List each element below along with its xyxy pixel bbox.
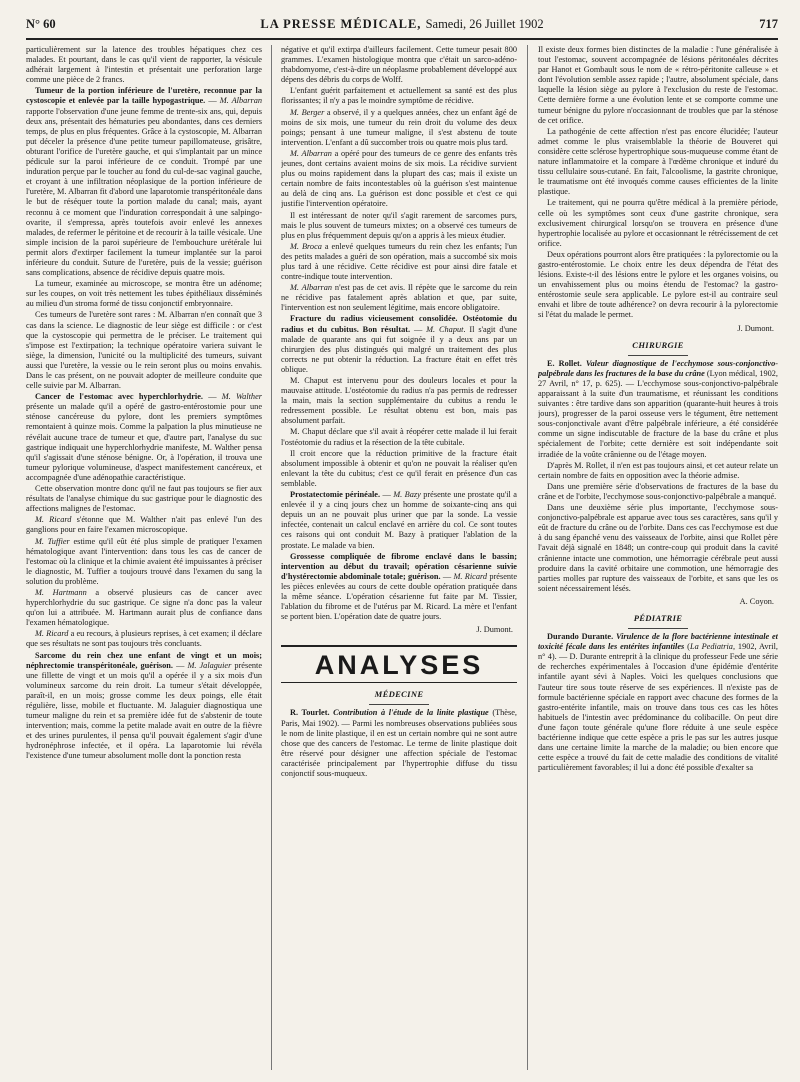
review-title: Virulence de la flore bactérienne intestinale et toxicité fécale dans les entérites infantiles bbox=[538, 632, 778, 652]
column-2 bbox=[281, 45, 517, 1073]
paragraph: Cette observation montre donc qu'il ne faut pas toujours se fier aux résultats de l'analyse chimique du suc gastrique pour le diagnostic des affections malignes de l'estomac. bbox=[26, 484, 262, 514]
signature: A. Coyon. bbox=[739, 596, 774, 606]
article-text: présente une prostate qu'il a enlevée il y a cinq jours chez un homme de soixante-cinq ans qui depuis un an ne pouvait plus uriner que par la sonde. La vessie infectée, contenait un calcul enclavé en arrière du col. Ce sont toutes ces raisons qui ont conduit M. Bazy à pratiquer l'ablation de la prostate. Le malade va bien. bbox=[281, 490, 517, 550]
author-name: M. Albarran bbox=[219, 96, 262, 106]
signature: J. Dumont. bbox=[737, 323, 774, 333]
article-heading: Cancer de l'estomac avec hyperchlorhydrie. bbox=[35, 392, 203, 402]
paragraph: Dans une deuxième série plus importante, l'ecchymose sous-conjonctivo-palpébrale est apparue avec tous ses caractères, sans qu'il y eût de fracture du crâne ou de l'orbite. Dans ces cas l'ecchymose est due à du sang épanché venu des vaisseaux de l'orbite, ainsi que Rollet père l'avait déjà signalé en 1848; un contre-coup qui produit dans la cavité crânienne intacte une commotion, une hémorragie cérébrale peut aussi produire dans la cavité orbitaire une commotion, une hémorragie des parties molles par rupture des vaisseaux de l'orbite, et sans que les os soient nécessairement lésés. bbox=[538, 503, 778, 593]
paragraph bbox=[26, 588, 262, 628]
article-text: présente une fillette de vingt et un mois qu'il a opérée il y a six mois d'un volumineux sarcome du rein droit. La tumeur s'était développée, paraît-il, en un mois; grosse comme les deux poings, elle était régulière, lisse, mobile et fluctuante. M. Jalaguier diagnostiqua une tumeur maligne du rein et sa première idée fut de s'abstenir de toute intervention; mais, comme la petite malade avait en outre de la fièvre et des urines purulentes, il pensa qu'il pouvait également s'agir d'une hydronéphrose infectée, et il opéra. La laparotomie lui révéla l'existence d'une tumeur absolument molle dont la ponction resta bbox=[26, 660, 262, 761]
paragraph: D'après M. Rollet, il n'en est pas toujours ainsi, et cet auteur relate un certain nombre de faits en opposition avec la théorie admise. bbox=[538, 460, 778, 480]
article-kidney-sarcoma: Sarcome du rein chez une enfant de vingt et un mois; néphrectomie transpéritonéale, guérison. — M. Jalaguier présente une fillette de vingt et un mois qu'il a opérée il y a six mois d'un volumineux sarcome du rein droit. La tumeur s'était développée, paraît-il, en un mois; grosse comme les deux poings, elle était régulière, lisse, mobile et fluctuante. M. Jalaguier diagnostiqua une tumeur maligne du rein et sa première idée fut de s'abstenir de toute intervention; mais, comme la petite malade avait en outre de la fièvre et des urines purulentes, il pensa qu'il pouvait également s'agir d'une hydronéphrose infectée, et il opéra. La laparotomie lui révéla l'existence d'une tumeur absolument molle dont la ponction resta bbox=[26, 650, 262, 761]
article-prostatectomy: Prostatectomie périnéale. — M. Bazy présente une prostate qu'il a enlevée il y a cinq jours chez un homme de soixante-cinq ans qui depuis un an ne pouvait plus uriner que par la sonde. La vessie infectée, contenait un calcul enclavé en arrière du col. Ce sont toutes ces raisons qui ont conduit M. Bazy à pratiquer l'ablation de la prostate. Le malade va bien. bbox=[281, 490, 517, 550]
article-heading: Prostatectomie périnéale. bbox=[290, 490, 381, 500]
author-name: M. Chaput bbox=[426, 324, 464, 334]
paragraph: La tumeur, examinée au microscope, se montra être un adénome; sur les coupes, on voit très nettement les tubes épithéliaux disséminés au milieu d'un stroma formé de tissu conjonctif embryonnaire. bbox=[26, 279, 262, 309]
author-name: M. Broca bbox=[290, 241, 322, 251]
column-1 bbox=[26, 45, 262, 1073]
header-rule bbox=[26, 38, 778, 40]
paragraph bbox=[26, 537, 262, 587]
section-title-analyses: ANALYSES bbox=[314, 650, 484, 681]
paragraph bbox=[26, 629, 262, 649]
author-name: M. Berger bbox=[290, 107, 325, 117]
author-name: M. Ricard bbox=[35, 629, 69, 639]
paragraph-text: n'est pas de cet avis. Il répète que le sarcome du rein ne récidive pas fatalement après ablation et que, par suite, l'intervention est non seulement légitime, mais encore obligatoire. bbox=[281, 283, 517, 313]
author-name: M. Jalaguier bbox=[187, 660, 232, 670]
review-author: E. Rollet. bbox=[547, 358, 582, 368]
divider bbox=[628, 355, 688, 356]
paragraph: négative et qu'il extirpa d'ailleurs facilement. Cette tumeur pesait 800 grammes. L'examen histologique montra que c'était un sarco-adéno-rhabdomyome, c'est-à-dire un néoplasme probablement développé aux dépens des débris du corps de Wolff. bbox=[281, 45, 517, 85]
review-title: Contribution à l'étude de la linite plastique bbox=[333, 708, 489, 718]
paragraph: M. Chaput est intervenu pour des douleurs locales et pour la mauvaise attitude. L'ostéotomie du radius n'a pas permis de redresser la main, mais la section supplémentaire du cubitus a rendu le redressement possible. Le résultat obtenu est bon, mais pas absolument parfait. bbox=[281, 376, 517, 426]
paragraph-text: a observé plusieurs cas de cancer avec hyperchlorhydrie du suc gastrique. Ce signe n'a donc pas la valeur qu'on lui a attribuée. M. Hartmann aurait plus de confiance dans l'examen hématologique. bbox=[26, 587, 262, 628]
author-name: M. Bazy bbox=[393, 490, 421, 500]
paragraph: particulièrement sur la latence des troubles hépatiques chez ces malades. Et pourtant, dans le cas qu'il vient de rapporter, la vésicule adhérait largement à l'intestin et présentait une perforation large comme une pièce de 2 francs. bbox=[26, 45, 262, 85]
article-text: présente un malade qu'il a opéré de gastro-entérostomie pour une sténose cancéreuse du pylore, dont les premiers symptômes remontaient à quinze mois. Comme la palpation la plus minutieuse ne révélait aucune trace de tumeur et que, d'autre part, l'analyse du suc gastrique indiquait une hyperchlorhydrie manifeste, M. Walther pensa qu'il s'agissait d'une sténose bénigne. Or, à l'opération, il trouva une tumeur pylorique volumineuse, d'aspect manifestement cancéreux, et accompagnée d'une adénopathie caractéristique. bbox=[26, 402, 262, 482]
paragraph: Deux opérations pourront alors être pratiquées : la pylorectomie ou la gastro-entérostomie. Le choix entre les deux dépendra de l'état des lésions. Existe-t-il des lésions entre le pylore et les organes voisins, ou un envahissement plus ou moins étendu de l'estomac? la gastro-entérostomie seule sera applicable. Le pylore est-il au contraire seul envahi et libre de toute adhérence? on devra recourir à la pylorectomie si l'état du malade le permet. bbox=[538, 249, 778, 320]
article-pregnancy-fibroma: Grossesse compliquée de fibrome enclavé dans le bassin; intervention au début du travail; opération césarienne suivie d'hystérectomie abdominale totale; guérison. — M. Ricard présente les pièces enlevées au cours de cette double opération pratiquée dans la même séance. L'opération césarienne fut faite par M. Tissier, l'ablation du fibrome et de l'utérus par M. Ricard. La mère et l'enfant se portent bien. L'opération date de quatre jours. bbox=[281, 551, 517, 622]
section-heading-chirurgie: CHIRURGIE bbox=[632, 339, 684, 350]
paragraph bbox=[281, 149, 517, 210]
review-author: Durando Durante. bbox=[547, 632, 614, 642]
section-heading-pediatrie: PÉDIATRIE bbox=[633, 612, 683, 623]
paragraph-text: estime qu'il eût été plus simple de pratiquer l'examen hématologique avant l'intervention: dans tous les cas de cancer de l'estomac où la clinique et la chimie avaient été impuissantes à préciser le diagnostic, M. Tuffier a toujours trouvé dans l'examen du sang la solution du problème. bbox=[26, 536, 262, 586]
page-number: 717 bbox=[759, 17, 778, 31]
journal-title: LA PRESSE MÉDICALE, bbox=[260, 17, 422, 31]
author-name: M. Ricard bbox=[453, 571, 488, 581]
issue-number: N° 60 bbox=[26, 17, 56, 31]
paragraph-text: a eu recours, à plusieurs reprises, à cet examen; il déclare que ses résultats ne sont pas toujours très concluants. bbox=[26, 629, 262, 649]
author-name: M. Walther bbox=[221, 392, 262, 402]
review-title: Valeur diagnostique de l'ecchymose sous-conjonctivo-palpébrale dans les fractures de la base du crâne bbox=[538, 358, 778, 378]
article-text: . Il s'agit d'une malade de quarante ans qui fut soignée il y a deux ans par un chirurgien des plus distingués qui malgré un traitement des plus corrects ne put obtenir la réduction. La fracture était en effet très oblique. bbox=[281, 324, 517, 374]
review-enterites bbox=[538, 632, 778, 773]
article-text: rapporte l'observation d'une jeune femme de trente-six ans, qui, depuis deux ans, présentait des hématuries peu abondantes, dans ces derniers temps, de plus en plus fréquentes. Grâce à la cystoscopie, M. Albarran put déceler la présence d'une petite tumeur papillomateuse, grisâtre, obturant l'orifice de l'uretère gauche, et qui s'implantait par un mince pédicule sur la paroi inférieure de ce conduit. Trompé par une induration perçue par le toucher au fond du cul-de-sac vaginal gauche, et croyant à une infiltration néoplasique de la portion inférieure de l'uretère, M. Albarran fit d'abord une laparotomie transpéritonéale dans le but de réséquer toute la portion malade du canal; mais, ayant reconnu à ce moment que l'induration correspondait à une salpingo-ovarite, il s'empressa, après toutefois avoir enlevé les annexes malades, de refermer le péritoine et de recourir à la taille vésicale. Une simple incision de la paroi supérieure de l'embouchure urétérale lui permit alors d'extirper facilement la tumeur implantée sur la paroi inférieure du conduit. Suture de l'uretère, puis de la vessie; guérison sans complications, absence de récidive depuis quatre mois. bbox=[26, 106, 262, 278]
paragraph bbox=[281, 283, 517, 313]
article-heading: Tumeur de la portion inférieure de l'uretère, reconnue par la cystoscopie et enlevée par la taille hypogastrique. bbox=[26, 86, 262, 106]
review-linite-plastique bbox=[281, 708, 517, 779]
journal-title-line bbox=[26, 17, 778, 32]
article-stomach-cancer: Cancer de l'estomac avec hyperchlorhydrie. — M. Walther présente un malade qu'il a opéré de gastro-entérostomie pour une sténose cancéreuse du pylore, dont les premiers symptômes remontaient à quinze mois. Comme la palpation la plus minutieuse ne révélait aucune trace de tumeur et que, d'autre part, l'analyse du suc gastrique indiquait une hyperchlorhydrie manifeste, M. Walther pensa qu'il s'agissait d'une sténose bénigne. Or, à l'opération, il trouva une tumeur pylorique volumineuse, d'aspect manifestement cancéreux, et accompagnée d'une adénopathie caractéristique. bbox=[26, 392, 262, 482]
paragraph: Il est intéressant de noter qu'il s'agit rarement de sarcomes purs, mais le plus souvent de tumeurs mixtes; on a observé ces tumeurs de plus en plus fréquemment depuis qu'on a appris à les mieux étudier. bbox=[281, 210, 517, 240]
review-text: , 1902, Avril, n° 4). — D. Durante entreprit à la clinique du professeur Fede une série de recherches expérimentales à l'occasion d'une épidémie d'entérite infantile ayant sévi à Naples. Voici les quelques conclusions que l'auteur tire sous toute réserve de ses expériences. Il n'existe pas de formule bactérienne spéciale en rapport avec chacune des formes de la gastro-entérite infantile, mais on trouve dans tous ces cas les hôtes habituels de l'intestin avec prédominance du colibacille. On peut dire d'une façon toute générale qu'une flore réduite à une seule espèce bactérienne indique que cette espèce a pris le pas sur les autres jusque dans une certaine limite la marche de la maladie; ou bien encore que cette espèce a trouvé du fait de cette maladie des conditions de vitalité particulièrement favorables; il lui a donc été possible d'exalter sa bbox=[538, 642, 778, 773]
paragraph bbox=[281, 108, 517, 148]
paragraph: Il croit encore que la réduction primitive de la fracture était absolument impossible à obtenir et qu'on ne pouvait la réaliser qu'en enlevant la tête du cubitus; c'est ce qu'il ferait en présence d'un cas semblable. bbox=[281, 448, 517, 488]
review-text: ( bbox=[684, 642, 690, 652]
paragraph bbox=[26, 515, 262, 535]
author-name: M. Albarran bbox=[290, 148, 332, 158]
page-header bbox=[26, 17, 778, 35]
column-3 bbox=[538, 45, 778, 1073]
paragraph bbox=[281, 242, 517, 282]
paragraph: Ces tumeurs de l'uretère sont rares : M. Albarran n'en connaît que 3 cas dans la science. Le diagnostic de leur siège est difficile : or c'est que la cystoscopie qui permettra de le préciser. Le traitement qui s'impose est l'extirpation; la technique opératoire variera suivant le siège, la dimension, l'unicité ou la multiplicité des tumeurs, suivant aussi que l'uretère, la vessie ou le rein seront plus ou moins envahis. Dans le cas présent, on ne pouvait adopter de meilleure conduite que celle suivie par M. Albarran. bbox=[26, 310, 262, 391]
section-heading-medecine: MÉDECINE bbox=[374, 689, 424, 700]
review-text: (Lyon médical, 1902, 27 Avril, n° 17, p. 625). — L'ecchymose sous-conjonctivo-palpébrale apparaissant à la suite d'un traumatisme, et réunissant les conditions suivantes : être tardive dans son apparition (quarante-huit heures à trois jours), progresser de la paroi osseuse vers le tégument, être nettement sous-conjonctivale avant d'être palpébrale inférieure, a été considérée comme un signe indiscutable de fracture de la base du crâne et plus spécialement de l'orbite; cette dernière est soit indépendante soit irradiée de la voûte crânienne ou de l'étage moyen. bbox=[538, 368, 778, 459]
paragraph-text: s'étonne que M. Walther n'ait pas enlevé l'un des ganglions pour en faire l'examen microscopique. bbox=[26, 515, 262, 535]
divider bbox=[369, 704, 429, 705]
article-ureter-tumour: Tumeur de la portion inférieure de l'uretère, reconnue par la cystoscopie et enlevée par la taille hypogastrique. — M. Albarran rapporte l'observation d'une jeune femme de trente-six ans, qui, depuis deux ans, présentait des hématuries peu abondantes, dans ces derniers temps, de plus en plus fréquentes. Grâce à la cystoscopie, M. Albarran put déceler la présence d'une petite tumeur papillomateuse, grisâtre, obturant l'orifice de l'uretère gauche, et qui s'implantait par un mince pédicule sur la paroi inférieure de ce conduit. Trompé par une induration perçue par le toucher au fond du cul-de-sac vaginal gauche, et croyant à une infiltration néoplasique de la portion inférieure de l'uretère, M. Albarran fit d'abord une laparotomie transpéritonéale dans le but de réséquer toute la portion malade du canal; mais, ayant reconnu à ce moment que l'induration correspondait à une salpingo-ovarite, il s'empressa, après toutefois avoir enlevé les annexes malades, de refermer le péritoine et de recourir à la taille vésicale. Une simple incision de la paroi supérieure de l'embouchure urétérale lui permit alors d'extirper facilement la tumeur implantée sur la paroi inférieure du conduit. Suture de l'uretère, puis de la vessie; guérison sans complications, absence de récidive depuis quatre mois. bbox=[26, 86, 262, 278]
journal-name: La Pediatria bbox=[689, 642, 733, 652]
review-ecchymose bbox=[538, 359, 778, 460]
review-author: R. Tourlet. bbox=[290, 708, 330, 718]
paragraph-text: a opéré pour des tumeurs de ce genre des enfants très jeunes, dont certains avaient moins de six mois. La récidive survient plus ou moins rapidement dans la plupart des cas; mais il existe un certain nombre de faits incontestables où la guérison s'est maintenue au delà de cinq ans. La guérison est donc possible et c'est ce qui justifie l'intervention opératoire. bbox=[281, 148, 517, 209]
paragraph: Il existe deux formes bien distinctes de la maladie : l'une généralisée à tout l'estomac, souvent accompagnée de lésions péritonéales décrites par Hanot et Gombault sous le nom de « rétro-péritonite calleuse » et dont l'évolution semble assez rapide ; l'autre, absolument spéciale, dans laquelle la lésion siège au pylore à l'exclusion du reste de l'estomac. Cette dernière forme a une évolution lente et se comporte comme une tumeur bénigne du pylore n'occasionnant de troubles que par la sténose de cet orifice. bbox=[538, 45, 778, 125]
analyses-banner bbox=[281, 645, 517, 683]
author-name: M. Tuffier bbox=[35, 536, 70, 546]
article-heading: Sarcome du rein chez une enfant de vingt et un mois; néphrectomie transpéritonéale, guérison. bbox=[26, 650, 262, 670]
article-radius-fracture: Fracture du radius vicieusement consolidée. Ostéotomie du radius et du cubitus. Bon résultat. — M. Chaput. Il s'agit d'une malade de quarante ans qui fut soignée il y a deux ans par un chirurgien des plus distingués qui malgré un traitement des plus corrects ne put obtenir la réduction. La fracture était en effet très oblique. bbox=[281, 314, 517, 374]
article-text: présente les pièces enlevées au cours de cette double opération pratiquée dans la même séance. L'opération césarienne fut faite par M. Tissier, l'ablation du fibrome et de l'utérus par M. Ricard. La mère et l'enfant se portent bien. L'opération date de quatre jours. bbox=[281, 571, 517, 622]
paragraph-text: a enlevé quelques tumeurs du rein chez les enfants; l'un des petits malades a guéri de son opération, mais a succombé six mois plus tard à une récidive. Cette récidive est pour ainsi dire fatale et contre-indique toute intervention. bbox=[281, 241, 517, 282]
paragraph: La pathogénie de cette affection n'est pas encore élucidée; l'auteur admet comme le plus vraisemblable la théorie de Bouveret qui considère cette sclérose hypertrophique sous-muqueuse comme étant de nature inflammatoire et la compare à l'œdème chronique et induré du tissu cellulaire sous-cutané. En fait, l'alcoolisme, la gastrite chronique, le traumatisme ont été invoqués comme causes efficientes de la linite plastique. bbox=[538, 126, 778, 197]
article-heading: Fracture du radius vicieusement consolidée. Ostéotomie du radius et du cubitus. Bon résultat. bbox=[281, 314, 517, 334]
author-name: M. Hartmann bbox=[35, 587, 87, 597]
author-name: M. Albarran bbox=[290, 283, 333, 293]
column-divider-1 bbox=[271, 45, 272, 1070]
paragraph-text: a observé, il y a quelques années, chez un enfant âgé de moins de six mois, une tumeur du rein droit du volume des deux poings; pensant à une tumeur maligne, il s'est abstenu de toute intervention. L'enfant a dû succomber trois ou quatre mois plus tard. bbox=[281, 107, 517, 147]
paragraph: Dans une première série d'observations de fractures de la base du crâne et de l'orbite, l'ecchymose sous-conjonctivo-palpébrale a manqué. bbox=[538, 481, 778, 501]
paragraph: M. Chaput déclare que s'il avait à réopérer cette malade il lui ferait l'ostéotomie du radius et la résection de la tête cubitale. bbox=[281, 427, 517, 447]
signature: J. Dumont. bbox=[476, 625, 513, 635]
issue-date: Samedi, 26 Juillet 1902 bbox=[425, 17, 544, 31]
author-name: M. Ricard bbox=[35, 515, 72, 525]
review-text: (Thèse, Paris, Mai 1902). — Parmi les nombreuses observations publiées sous le nom de linite plastique, il en est un certain nombre qui ne sont autre chose que des cancers de l'estomac. Le terme de linite plastique doit être réservé pour désigner une affection spéciale de l'estomac caractérisée principalement par l'hypertrophie diffuse du tissu conjonctif sous-muqueux. bbox=[281, 708, 517, 778]
divider bbox=[628, 628, 688, 629]
paragraph: Le traitement, qui ne pourra qu'être médical à la première période, celle où les symptômes sont ceux d'une gastrite chronique, sera exclusivement chirurgical lorsqu'on se trouvera en présence d'une hypertrophie localisée au pylore et occasionnant le rétrécissement de cet orifice. bbox=[538, 198, 778, 248]
column-divider-2 bbox=[527, 45, 528, 1070]
paragraph: L'enfant guérit parfaitement et actuellement sa santé est des plus florissantes; il n'y a pas le moindre symptôme de récidive. bbox=[281, 86, 517, 106]
article-heading: Grossesse compliquée de fibrome enclavé dans le bassin; intervention au début du travail; opération césarienne suivie d'hystérectomie abdominale totale; guérison. bbox=[281, 551, 517, 581]
